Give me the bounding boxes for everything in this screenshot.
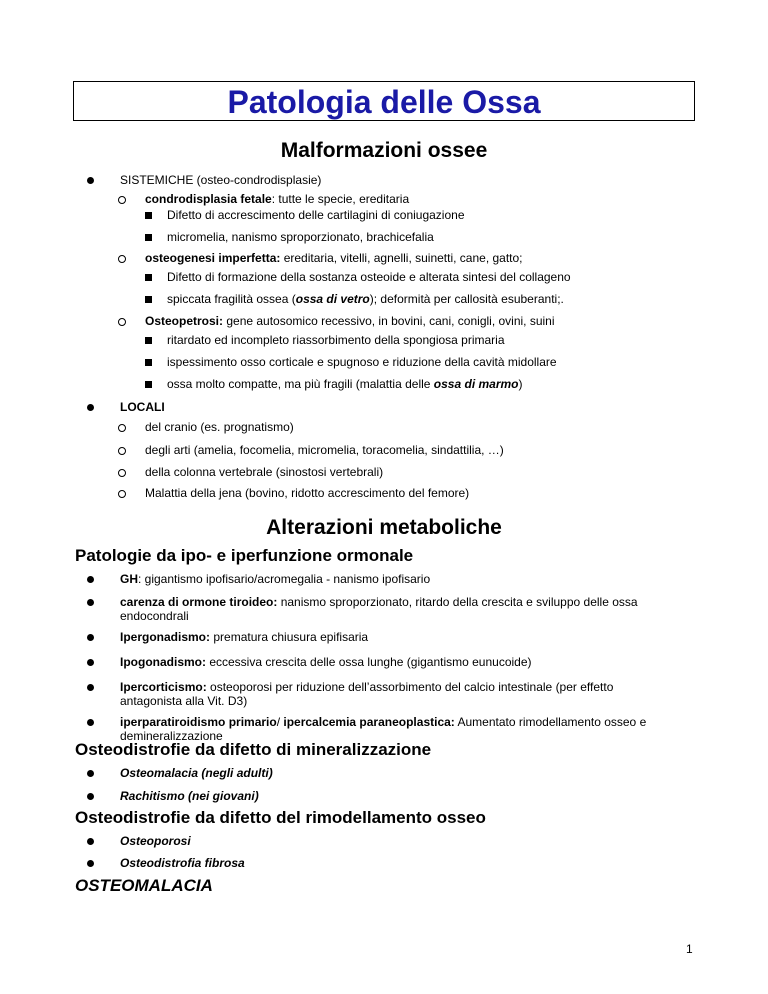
bullet-icon xyxy=(87,770,94,777)
term-ipercorticismo: Ipercorticismo: xyxy=(120,680,207,694)
term-condrodisplasia: condrodisplasia fetale xyxy=(145,192,272,206)
desc-gh: : gigantismo ipofisario/acromegalia - nanismo ipofisario xyxy=(138,572,431,586)
subheading-rimodellamento: Osteodistrofie da difetto del rimodellamento osseo xyxy=(75,808,486,827)
text-part: ); deformità per callosità esuberanti;. xyxy=(369,292,564,306)
section-heading-alterazioni: Alterazioni metaboliche xyxy=(266,516,502,539)
section-heading-malformazioni: Malformazioni ossee xyxy=(280,139,488,162)
desc-condrodisplasia: : tutte le specie, ereditaria xyxy=(271,192,410,206)
bullet-icon xyxy=(87,599,94,606)
term-osteogenesi: osteogenesi imperfetta: xyxy=(145,251,281,265)
term-ipergonadismo: Ipergonadismo: xyxy=(120,630,211,644)
page-number: 1 xyxy=(686,942,693,956)
subheading-ormonale: Patologie da ipo- e iperfunzione ormonale xyxy=(75,546,414,565)
list-item: del cranio (es. prognatismo) xyxy=(145,420,294,434)
list-item: degli arti (amelia, focomelia, micromelia, toracomelia, sindattilia, …) xyxy=(145,443,504,457)
bullet-icon xyxy=(87,404,94,411)
subheading-osteomalacia: OSTEOMALACIA xyxy=(75,876,213,895)
list-item: Malattia della jena (bovino, ridotto accrescimento del femore) xyxy=(145,486,470,500)
list-item-ipercorticismo xyxy=(120,680,613,695)
desc-osteopetrosi: gene autosomico recessivo, in bovini, cani, conigli, ovini, suini xyxy=(223,314,555,328)
list-item: Rachitismo (nei giovani) xyxy=(120,789,259,803)
term-osteopetrosi: Osteopetrosi: xyxy=(145,314,224,328)
desc-ipogonadismo: eccessiva crescita delle ossa lunghe (gigantismo eunucoide) xyxy=(206,655,532,669)
bullet-icon xyxy=(87,659,94,666)
desc-ipercorticismo: osteoporosi per riduzione dell’assorbimento del calcio intestinale (per effetto xyxy=(206,680,614,694)
list-item: Difetto di formazione della sostanza osteoide e alterata sintesi del collageno xyxy=(167,270,571,284)
list-item-condrodisplasia xyxy=(145,192,409,207)
square-bullet-icon xyxy=(145,234,152,241)
list-item: Osteodistrofia fibrosa xyxy=(120,856,245,870)
desc-ipergonadismo: prematura chiusura epifisaria xyxy=(210,630,369,644)
square-bullet-icon xyxy=(145,381,152,388)
emphasis-ossa-di-vetro: ossa di vetro xyxy=(295,292,370,306)
term-gh: GH xyxy=(120,572,138,586)
circle-bullet-icon xyxy=(118,424,126,432)
list-item xyxy=(167,292,564,307)
term-ipogonadismo: Ipogonadismo: xyxy=(120,655,206,669)
list-item: Osteomalacia (negli adulti) xyxy=(120,766,273,780)
desc-osteogenesi: ereditaria, vitelli, agnelli, suinetti, cane, gatto; xyxy=(280,251,523,265)
circle-bullet-icon xyxy=(118,318,126,326)
circle-bullet-icon xyxy=(118,196,126,204)
list-item-osteogenesi xyxy=(145,251,523,266)
list-item-sistemiche: SISTEMICHE (osteo-condrodisplasie) xyxy=(120,173,322,187)
bullet-icon xyxy=(87,793,94,800)
square-bullet-icon xyxy=(145,337,152,344)
list-item-ipergonadismo xyxy=(120,630,368,645)
list-item-continuation: endocondrali xyxy=(120,609,189,623)
text-part: spiccata fragilità ossea ( xyxy=(167,292,296,306)
list-item-continuation: demineralizzazione xyxy=(120,729,223,743)
term-iperparatiroidismo: iperparatiroidismo primario xyxy=(120,715,277,729)
list-item: ispessimento osso corticale e spugnoso e riduzione della cavità midollare xyxy=(167,355,557,369)
separator: / xyxy=(276,715,284,729)
desc-iperparatiroidismo: Aumentato rimodellamento osseo e xyxy=(454,715,647,729)
list-item-gh xyxy=(120,572,430,587)
subheading-mineralizzazione: Osteodistrofie da difetto di mineralizzazione xyxy=(75,740,432,759)
bullet-icon xyxy=(87,838,94,845)
list-item-locali: LOCALI xyxy=(120,400,165,414)
circle-bullet-icon xyxy=(118,490,126,498)
term-ipercalcemia: ipercalcemia paraneoplastica: xyxy=(283,715,455,729)
bullet-icon xyxy=(87,684,94,691)
circle-bullet-icon xyxy=(118,469,126,477)
text-part: ) xyxy=(518,377,523,391)
bullet-icon xyxy=(87,576,94,583)
list-item: ritardato ed incompleto riassorbimento della spongiosa primaria xyxy=(167,333,505,347)
emphasis-ossa-di-marmo: ossa di marmo xyxy=(433,377,519,391)
desc-tiroide: nanismo sproporzionato, ritardo della crescita e sviluppo delle ossa xyxy=(277,595,638,609)
list-item-tiroide xyxy=(120,595,638,610)
title-box xyxy=(73,81,695,121)
list-item-iperparatiroidismo xyxy=(120,715,646,730)
text-part: ossa molto compatte, ma più fragili (malattia delle xyxy=(167,377,434,391)
page-title: Patologia delle Ossa xyxy=(227,84,541,120)
square-bullet-icon xyxy=(145,359,152,366)
bullet-icon xyxy=(87,177,94,184)
bullet-icon xyxy=(87,634,94,641)
list-item: Osteoporosi xyxy=(120,834,191,848)
list-item-ipogonadismo xyxy=(120,655,532,670)
list-item: micromelia, nanismo sproporzionato, brachicefalia xyxy=(167,230,434,244)
list-item: della colonna vertebrale (sinostosi vertebrali) xyxy=(145,465,384,479)
bullet-icon xyxy=(87,860,94,867)
square-bullet-icon xyxy=(145,212,152,219)
term-tiroide: carenza di ormone tiroideo: xyxy=(120,595,278,609)
list-item: Difetto di accrescimento delle cartilagini di coniugazione xyxy=(167,208,465,222)
circle-bullet-icon xyxy=(118,255,126,263)
list-item-continuation: antagonista alla Vit. D3) xyxy=(120,694,248,708)
square-bullet-icon xyxy=(145,274,152,281)
square-bullet-icon xyxy=(145,296,152,303)
bullet-icon xyxy=(87,719,94,726)
circle-bullet-icon xyxy=(118,447,126,455)
list-item-osteopetrosi xyxy=(145,314,555,329)
list-item xyxy=(167,377,523,392)
